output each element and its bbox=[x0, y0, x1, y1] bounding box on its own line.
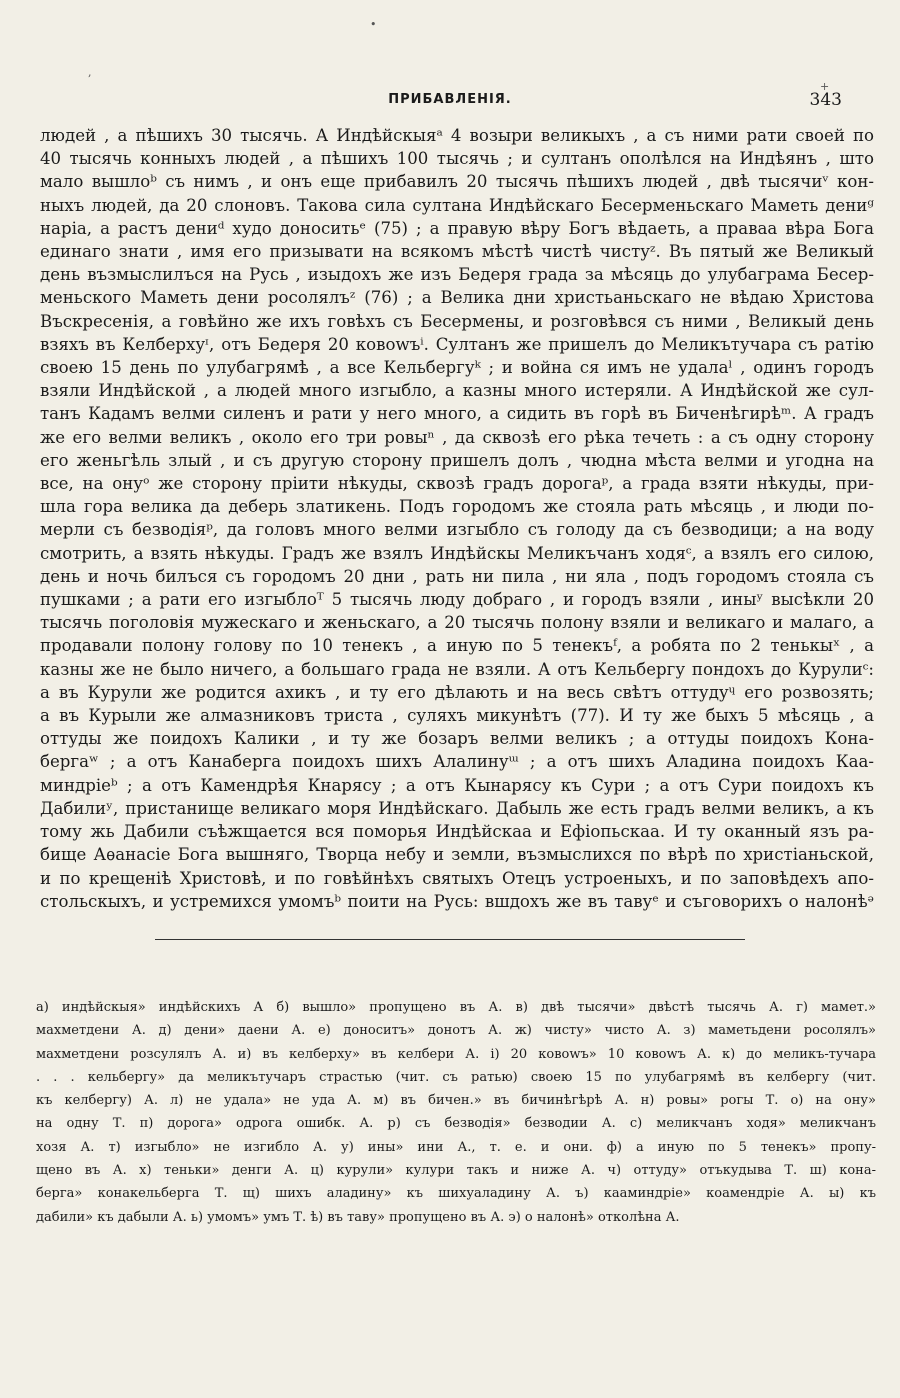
text-line: мерли съ безводіяᵖ, да головъ много велми изгыбло съ голоду да съ безводици; а на воду bbox=[40, 520, 874, 540]
text-line: его женьгѣль злый , и съ другую сторону пришелъ долъ , чюдна мѣста велми и угодна на bbox=[40, 450, 874, 470]
text-line: бище Аѳанасіе Бога вышняго, Творца небу и земли, възмыслихся по вѣрѣ по христіаньской, bbox=[40, 845, 874, 865]
page-speck-mark: , bbox=[88, 66, 92, 79]
running-title: ПРИБАВЛЕНІЯ. bbox=[388, 92, 512, 107]
footnote-line: берга» конакельберга Т. щ) шихъ аладину» къ шихуаладину А. ъ) кааминдріе» коамендріе А. ы) къ bbox=[36, 1186, 876, 1202]
text-line: а въ Курули же родится ахикъ , и ту его дѣлають и на весь свѣтъ оттудуᶣ его розвозять; bbox=[40, 682, 874, 702]
text-line: все, на онуᵒ же сторону пріити нѣкуды, сквозѣ градъ дорогаᵖ, а града взяти нѣкуды, при- bbox=[40, 474, 874, 494]
page-cross-mark: + bbox=[820, 80, 830, 93]
text-line: мало вышлоᵇ съ нимъ , и онъ еще прибавилъ 20 тысячь пѣшихъ людей , двѣ тысячиᵛ кон- bbox=[40, 172, 874, 192]
text-line: смотрить, а взять нѣкуды. Градъ же взялъ Индѣйскы Меликъчанъ ходяᶜ, а взялъ его силою, bbox=[40, 543, 874, 563]
footnote-line: . . . кельбергу» да меликътучаръ страстью (чит. съ ратью) своею 15 по улубагрямѣ въ келбергу (чит. bbox=[36, 1069, 876, 1085]
text-line: продавали полону голову по 10 тенекъ , а иную по 5 тенекъᶠ, а робята по 2 тенькыˣ , а bbox=[40, 636, 874, 656]
text-line: единаго знати , имя его призывати на всякомъ мѣстѣ чистѣ чистуᶻ. Въ пятый же Великый bbox=[40, 242, 874, 262]
text-line: бергаʷ ; а отъ Канаберга поидохъ шихъ Алалинуᵚ ; а отъ шихъ Аладина поидохъ Каа- bbox=[40, 752, 874, 772]
footnotes bbox=[36, 996, 876, 1229]
text-line: взяли Индѣйской , а людей много изгыбло, а казны много истеряли. А Индѣйской же сул- bbox=[40, 381, 874, 401]
text-line: же его велми великъ , около его три ровыⁿ , да сквозѣ его рѣка течеть : а съ одну сторону bbox=[40, 427, 874, 447]
footnote-line: а) индѣйскыя» индѣйскихъ А б) вышло» пропущено въ А. в) двѣ тысячи» двѣстѣ тысячь А. г) мамет.» bbox=[36, 1000, 876, 1015]
text-line: а въ Курыли же алмазниковъ триста , суляхъ микунѣтъ (77). И ту же быхъ 5 мѣсяць , а bbox=[40, 706, 874, 726]
footnote-line: махметдени розсулялъ А. и) въ келберху» въ келбери А. і) 20 ковоwъ» 10 ковоwъ А. к) до меликъ-тучара bbox=[36, 1046, 876, 1062]
text-line: Въскресенія, а говѣйно же ихъ говѣхъ съ Бесермены, и розговѣвся съ ними , Великый день bbox=[40, 311, 874, 331]
text-line: пушками ; а рати его изгыблоᵀ 5 тысячь люду добраго , и городъ взяли , иныʸ высѣкли 20 bbox=[40, 590, 874, 610]
footnote-line: на одну Т. п) дорога» одрога ошибк. А. р) съ безводія» безводии А. с) меликчанъ ходя» меликчанъ bbox=[36, 1116, 876, 1132]
text-line: шла гора велика да деберь златикень. Подъ городомъ же стояла рать мѣсяць , и люди по- bbox=[40, 497, 874, 517]
text-line: своею 15 день по улубагрямѣ , а все Кельбергуᵏ ; и война ся имъ не удалаˡ , одинъ городъ bbox=[40, 358, 874, 378]
page-number: 343 bbox=[809, 90, 842, 110]
text-line: людей , а пѣшихъ 30 тысячь. А Индѣйскыяᵃ 4 возыри великыхъ , а съ ними рати своей по bbox=[40, 126, 874, 145]
footnote-line: къ келбергу) А. л) не удала» не уда А. м) въ бичен.» въ бичинѣгѣрѣ А. н) ровы» рогы Т. о) на ону» bbox=[36, 1093, 876, 1109]
text-line: казны же не было ничего, а большаго града не взяли. А отъ Кельбергу пондохъ до Курулиᶜ: bbox=[40, 659, 874, 679]
footnote-divider bbox=[155, 939, 745, 940]
text-line: танъ Кадамъ велми силенъ и рати у него много, а сидить въ горѣ въ Биченѣгирѣᵐ. А градъ bbox=[40, 404, 874, 424]
text-line: взяхъ въ Келберхуᶦ, отъ Бедеря 20 ковоwъⁱ. Султанъ же пришелъ до Меликътучара съ ратію bbox=[40, 334, 874, 354]
text-line: стольскыхъ, и устремихся умомъᵇ поити на Русь: вшдохъ же въ тавуᵉ и съговорихъ о налонѣᵊ bbox=[40, 891, 874, 911]
text-line: меньского Маметь дени росолялъᶻ (76) ; а Велика дни христьаньскаго не вѣдаю Христова bbox=[40, 288, 874, 308]
text-line: день и ночь билъся съ городомъ 20 дни , рать ни пила , ни яла , подъ городомъ стояла съ bbox=[40, 566, 874, 586]
footnote-line: хозя А. т) изгыбло» не изгибло А. у) ины» ини А., т. е. и они. ф) а иную по 5 тенекъ» пропу- bbox=[36, 1139, 876, 1155]
footnote-line: дабили» къ дабыли А. ь) умомъ» умъ Т. ѣ) въ таву» пропущено въ А. э) о налонѣ» отколѣна А. bbox=[36, 1209, 680, 1225]
main-text bbox=[40, 124, 874, 913]
text-line: и по крещеніѣ Христовѣ, и по говѣйнѣхъ святыхъ Отецъ устроеныхъ, и по заповѣдехъ апо- bbox=[40, 868, 874, 888]
text-line: наріа, а растъ дениᵈ худо доноситьᵉ (75) ; а правую вѣру Богъ вѣдаеть, а праваа вѣра Бога bbox=[40, 218, 874, 238]
footnote-line: щено въ А. х) теньки» денги А. ц) курули» кулури такъ и ниже А. ч) оттуду» отъкудыва Т. ш) кона- bbox=[36, 1163, 876, 1179]
text-line: тысячь поголовія мужескаго и женьскаго, а 20 тысячь полону взяли и великаго и малаго, а bbox=[40, 613, 874, 633]
page-header bbox=[0, 92, 900, 118]
text-line: тому жь Дабили съѣжщается вся поморья Индѣйскаа и Ефіопьскаа. И ту оканный язъ ра- bbox=[40, 822, 874, 842]
page-speck-mark: • bbox=[370, 18, 377, 31]
text-line: день възмыслилъся на Русь , изыдохъ же изъ Бедеря града за мѣсяць до улубаграма Бесер- bbox=[40, 265, 874, 285]
text-line: 40 тысячь конныхъ людей , а пѣшихъ 100 тысячь ; и султанъ ополѣлся на Индѣянъ , што bbox=[40, 149, 874, 169]
text-line: ныхъ людей, да 20 слоновъ. Такова сила султана Индѣйскаго Бесерменьскаго Маметь дениᵍ bbox=[40, 195, 874, 215]
footnote-line: махметдени А. д) дени» даени А. е) доноситъ» донотъ А. ж) чисту» чисто А. з) маметьдени росолялъ» bbox=[36, 1023, 876, 1039]
text-line: оттуды же поидохъ Калики , и ту же бозаръ велми великъ ; а оттуды поидохъ Кона- bbox=[40, 729, 874, 749]
text-line: Дабилиʸ, пристанище великаго моря Индѣйскаго. Дабыль же есть градъ велми великъ, а къ bbox=[40, 798, 874, 818]
text-line: миндріеᵇ ; а отъ Камендрѣя Кнарясу ; а отъ Кынарясу къ Сури ; а отъ Сури поидохъ къ bbox=[40, 775, 874, 795]
